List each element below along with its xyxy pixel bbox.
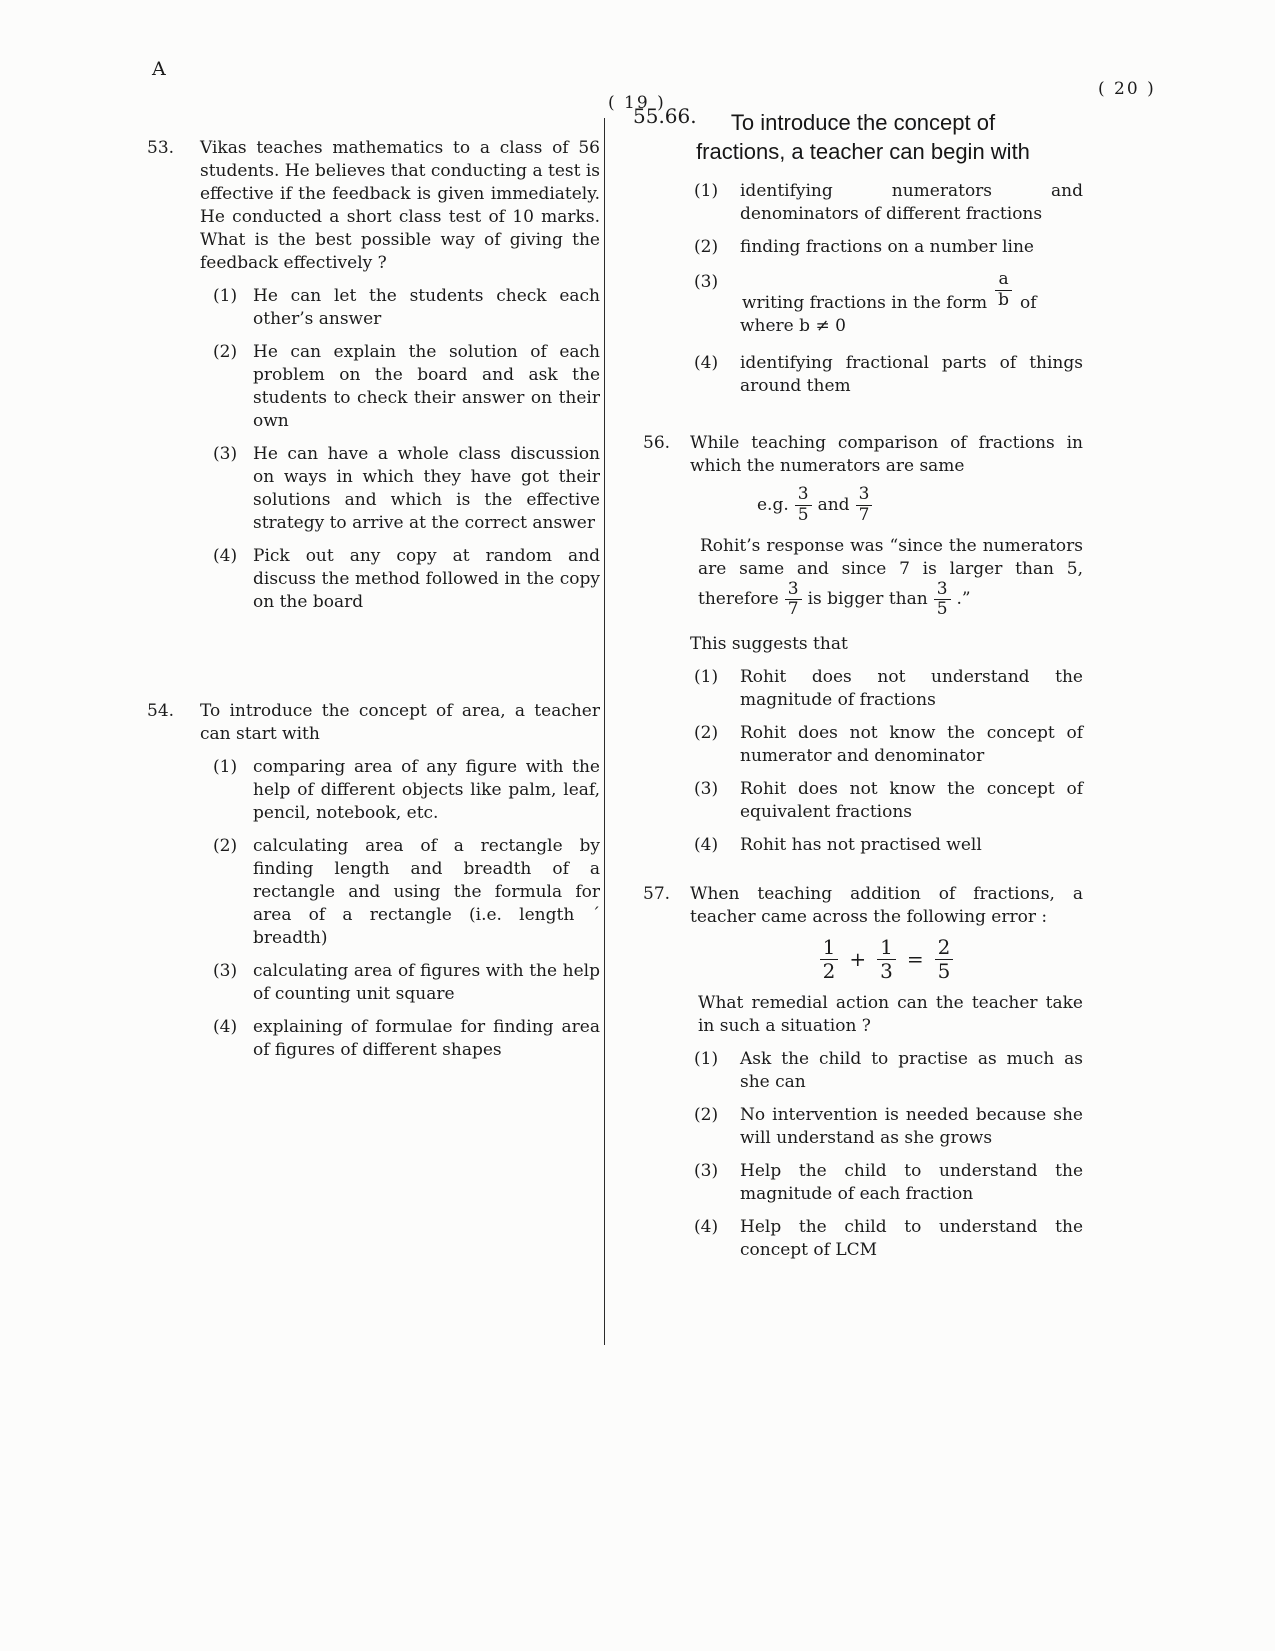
option-text-pre: writing fractions in the form [742, 292, 988, 313]
page-number-20: ( 20 ) [1098, 79, 1156, 99]
option-row [200, 835, 600, 950]
option-row [690, 1048, 1083, 1094]
column-divider [604, 118, 605, 1345]
fraction-numerator: 3 [936, 578, 948, 599]
option-number: (4) [694, 835, 719, 856]
question-55-body [643, 166, 1083, 398]
fraction-numerator: 1 [880, 935, 893, 960]
fraction-3-over-7 [856, 483, 873, 525]
option-number: (1) [694, 1049, 719, 1070]
plus-operator: + [849, 947, 867, 972]
response-pre: Rohit’s response was “since the numerators are same and since 7 is larger than 5, therefore [698, 535, 1083, 610]
question-55-heading [643, 108, 1083, 166]
option-text: identifying fractional parts of things around them [740, 352, 1083, 396]
form-code-label: A [152, 58, 166, 80]
option-number: (3) [694, 779, 719, 800]
question-57 [643, 883, 1083, 1262]
right-column [643, 108, 1083, 1262]
option-row [690, 236, 1083, 259]
option-text: finding fractions on a number line [740, 237, 1034, 257]
option-number: (4) [694, 352, 719, 373]
option-row [690, 778, 1083, 824]
question-54 [147, 700, 600, 1062]
option-text: He can have a whole class discussion on ways in which they have got their solutions and which is the effective strategy to arrive at the correct answer [253, 444, 600, 533]
clipped-digits: 55.66. [633, 104, 697, 128]
fraction-numerator: 3 [787, 578, 799, 599]
option-text: No intervention is needed because she will understand as she grows [740, 1105, 1083, 1149]
fraction-denominator: 2 [820, 959, 839, 982]
option-text: Help the child to understand the concept of LCM [740, 1217, 1083, 1261]
option-row [690, 1216, 1083, 1262]
fraction-denominator: 3 [877, 959, 896, 982]
question-55 [643, 108, 1083, 398]
fraction-numerator: 1 [822, 935, 836, 960]
option-text [740, 271, 1083, 338]
option-number: (3) [694, 1161, 719, 1182]
fraction-denominator: 5 [934, 599, 951, 619]
question-stem: Vikas teaches mathematics to a class of 56 students. He believes that conducting a test is effective if the feedback is given immediately. He conducted a short class test of 10 marks. What is the best possible way of giving the feedback effectively ? [200, 138, 600, 273]
option-text: Rohit does not understand the magnitude of fractions [740, 667, 1083, 711]
option-number: (4) [694, 1217, 719, 1238]
fraction-1-over-2 [820, 937, 839, 982]
option-number: (2) [694, 1105, 719, 1126]
option-text: calculating area of a rectangle by finding length and breadth of a rectangle and using the formula for area of a rectangle (i.e. length ´ breadth) [253, 836, 600, 948]
option-number: (3) [213, 961, 238, 981]
fraction-denominator: b [995, 290, 1012, 310]
option-text: Rohit does not know the concept of equivalent fractions [740, 779, 1083, 823]
option-number: (4) [213, 1017, 238, 1037]
option-text: explaining of formulae for finding area of figures of different shapes [253, 1017, 600, 1060]
option-text: He can let the students check each other’s answer [253, 286, 600, 329]
option-row [200, 443, 600, 535]
fraction-3-over-7 [785, 578, 802, 620]
option-number: (1) [213, 757, 238, 777]
option-row [690, 834, 1083, 857]
question-number-spacer [643, 166, 690, 398]
option-row [690, 722, 1083, 768]
option-number: (2) [213, 836, 238, 856]
option-row [690, 180, 1083, 226]
option-row [200, 341, 600, 433]
option-number: (2) [213, 342, 238, 362]
option-number: (2) [694, 237, 719, 257]
followup-question: What remedial action can the teacher take in such a situation ? [698, 993, 1083, 1037]
option-text: Pick out any copy at random and discuss the method followed in the copy on the board [253, 546, 600, 612]
option-text: Help the child to understand the magnitude of each fraction [740, 1161, 1083, 1205]
fraction-1-over-3 [877, 937, 896, 982]
option-text: Ask the child to practise as much as she can [740, 1049, 1083, 1093]
question-53 [147, 137, 600, 614]
fraction-3-over-5 [795, 483, 812, 525]
option-text: identifying numerators and denominators of different fractions [740, 181, 1083, 224]
fraction-2-over-5 [935, 937, 954, 982]
question-number: 53. [147, 138, 175, 158]
heading-line-2: fractions, a teacher can begin with [696, 139, 1030, 164]
option-text: Rohit has not practised well [740, 835, 982, 856]
option-row [690, 352, 1083, 398]
fraction-equation [690, 937, 1083, 982]
option-row [690, 1160, 1083, 1206]
option-text: calculating area of figures with the help of counting unit square [253, 961, 600, 1004]
question-body [690, 432, 1083, 857]
option-text: Rohit does not know the concept of numerator and denominator [740, 723, 1083, 767]
question-stem: To introduce the concept of area, a teacher can start with [200, 701, 600, 744]
question-56 [643, 432, 1083, 857]
option-text: comparing area of any figure with the help of different objects like palm, leaf, pencil, notebook, etc. [253, 757, 600, 823]
option-row [200, 1016, 600, 1062]
option-number: (4) [213, 546, 238, 566]
fraction-denominator: 7 [785, 599, 802, 619]
response-post: .” [956, 589, 971, 610]
fraction-denominator: 5 [795, 505, 812, 525]
option-row [200, 545, 600, 614]
page-number-19: ( 19 ) [608, 93, 666, 113]
question-number: 56. [643, 432, 671, 453]
option-number: (1) [694, 181, 719, 201]
fraction-numerator: 3 [858, 483, 870, 504]
question-stem: When teaching addition of fractions, a teacher came across the following error : [690, 884, 1083, 928]
fraction-numerator: a [998, 269, 1009, 289]
fraction-numerator: 3 [797, 483, 809, 504]
fraction-denominator: 5 [935, 959, 954, 982]
option-row [200, 960, 600, 1006]
fraction-3-over-5 [934, 578, 951, 620]
option-text-post: of [1019, 292, 1037, 313]
option-row [200, 285, 600, 331]
option-number: (2) [694, 723, 719, 744]
option-number: (1) [694, 667, 719, 688]
fraction-numerator: 2 [937, 935, 951, 960]
left-column [147, 137, 600, 1062]
example-label: e.g. [757, 494, 789, 515]
question-number: 57. [643, 884, 671, 905]
response-mid: is bigger than [807, 589, 928, 610]
question-body [690, 883, 1083, 1262]
option-row [200, 756, 600, 825]
option-number: (1) [213, 286, 238, 306]
equals-operator: = [906, 947, 924, 972]
student-response-paragraph [690, 535, 1083, 620]
option-row [690, 1104, 1083, 1150]
option-text-line2: where b ≠ 0 [740, 315, 846, 336]
example-row [690, 483, 1083, 525]
question-body [200, 700, 600, 1062]
option-row [690, 271, 1083, 338]
option-number: (3) [694, 272, 719, 292]
suggests-line: This suggests that [690, 634, 848, 655]
fraction-a-over-b [995, 271, 1012, 310]
option-row [690, 666, 1083, 712]
question-number: 54. [147, 701, 175, 721]
option-text: He can explain the solution of each problem on the board and ask the students to check their answer on their own [253, 342, 600, 431]
fraction-denominator: 7 [856, 505, 873, 525]
question-stem: While teaching comparison of fractions in which the numerators are same [690, 432, 1083, 476]
question-body [690, 166, 1083, 398]
heading-line-1: To introduce the concept of [730, 110, 996, 135]
example-conjunction: and [817, 494, 850, 515]
option-number: (3) [213, 444, 238, 464]
question-body [200, 137, 600, 614]
